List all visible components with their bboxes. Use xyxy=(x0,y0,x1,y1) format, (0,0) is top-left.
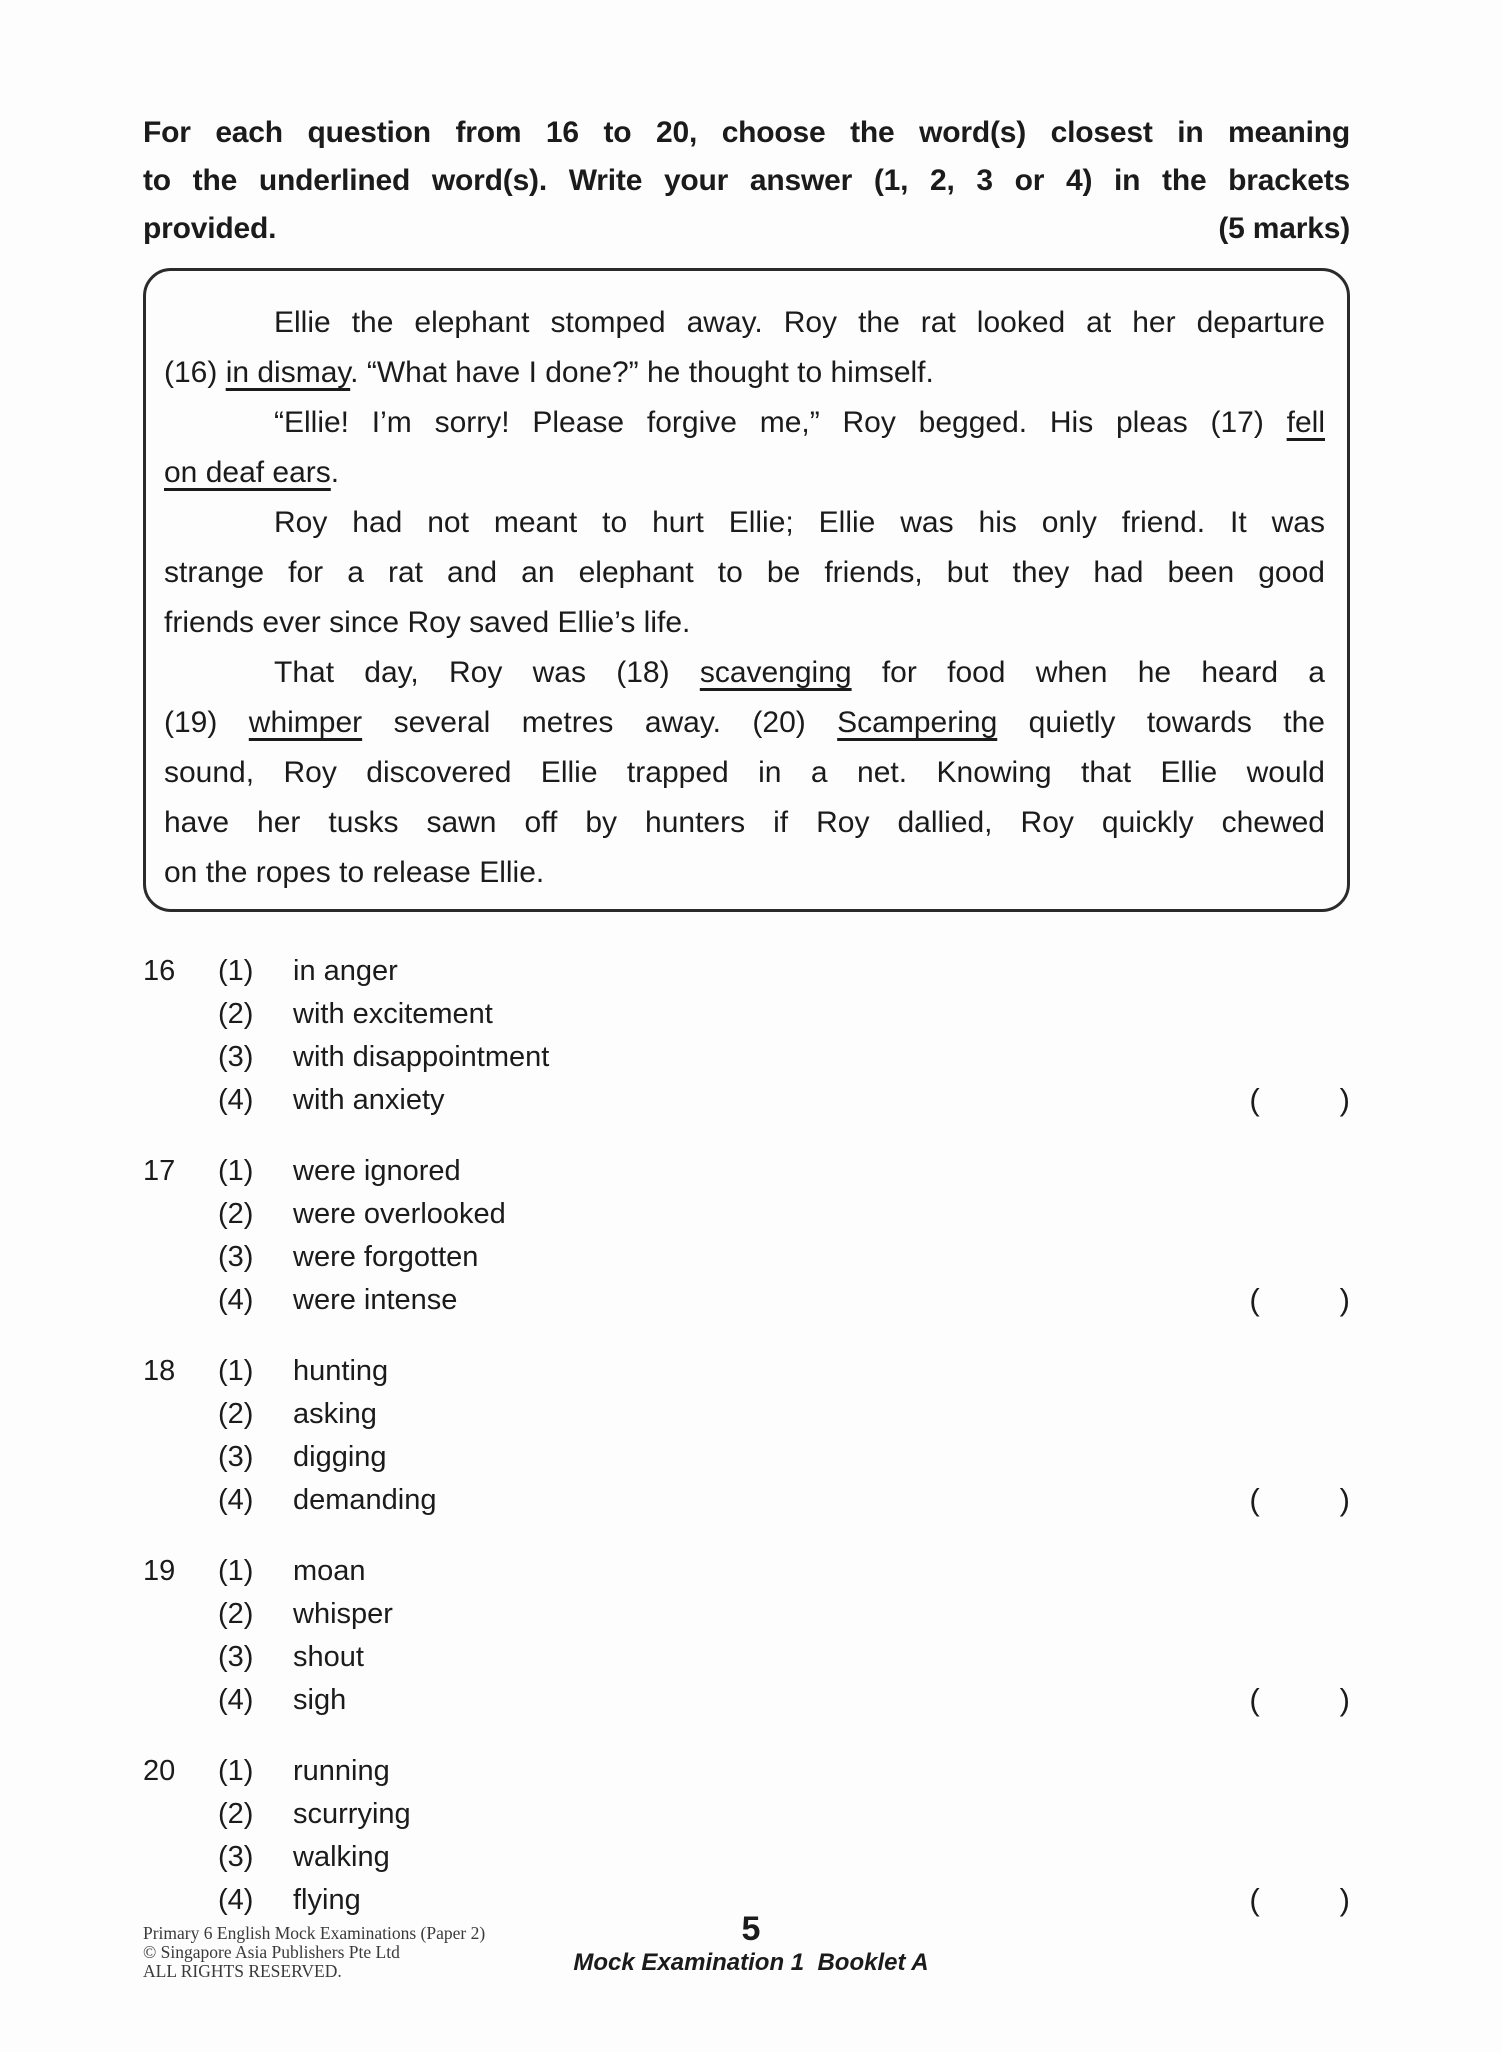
question-number: 17 xyxy=(143,1155,176,1187)
imprint-line-1: Primary 6 English Mock Examinations (Paper 2) xyxy=(143,1923,486,1943)
option-marker: (1) xyxy=(218,1755,254,1787)
underlined-word: in dismay xyxy=(225,356,351,389)
options-list xyxy=(218,950,1350,1122)
passage-text: That day, Roy was (18) xyxy=(274,656,700,689)
underlined-word: scavenging xyxy=(699,656,852,689)
option-label: flying xyxy=(293,1884,361,1916)
option-row xyxy=(218,1479,1350,1522)
option-label: hunting xyxy=(293,1355,389,1387)
option-marker: (2) xyxy=(218,998,254,1030)
bracket-open: ( xyxy=(1249,1082,1260,1117)
passage-text: friends ever since Roy saved Ellie’s life. xyxy=(164,606,691,639)
underlined-word: Scampering xyxy=(837,706,998,739)
passage-line xyxy=(164,348,1325,398)
question-18 xyxy=(143,1350,1350,1522)
option-row xyxy=(218,1350,1350,1393)
option-label: sigh xyxy=(293,1684,347,1716)
imprint-line-2: © Singapore Asia Publishers Pte Ltd xyxy=(143,1942,400,1962)
passage-line xyxy=(164,548,1325,598)
answer-brackets-17[interactable] xyxy=(1249,1282,1350,1318)
option-label: with excitement xyxy=(293,998,493,1030)
passage-text: Roy had not meant to hurt Ellie; Ellie was his only friend. It was xyxy=(274,506,1325,539)
bracket-close: ) xyxy=(1339,1882,1350,1917)
option-row xyxy=(218,1679,1350,1722)
option-marker: (3) xyxy=(218,1441,254,1473)
passage-text: “Ellie! I’m sorry! Please forgive me,” Roy begged. His pleas (17) xyxy=(274,406,1287,439)
bracket-close: ) xyxy=(1339,1082,1350,1117)
option-label: shout xyxy=(293,1641,364,1673)
option-row xyxy=(218,1193,1350,1236)
booklet-label: Mock Examination 1 Booklet A xyxy=(573,1949,929,1976)
instruction-line-1: For each question from 16 to 20, choose the word(s) closest in meaning xyxy=(143,116,1350,149)
passage-text: strange for a rat and an elephant to be friends, but they had been good xyxy=(164,556,1325,589)
question-number: 19 xyxy=(143,1555,176,1587)
option-label: were forgotten xyxy=(293,1241,479,1273)
passage-text: . xyxy=(330,456,340,489)
passage-line xyxy=(164,798,1325,848)
imprint-line-3: ALL RIGHTS RESERVED. xyxy=(143,1961,342,1981)
option-marker: (1) xyxy=(218,1355,254,1387)
answer-brackets-19[interactable] xyxy=(1249,1682,1350,1718)
question-number: 16 xyxy=(143,955,176,987)
option-marker: (3) xyxy=(218,1641,254,1673)
option-marker: (2) xyxy=(218,1798,254,1830)
page-number: 5 xyxy=(741,1910,761,1948)
option-label: were overlooked xyxy=(293,1198,506,1230)
question-19 xyxy=(143,1550,1350,1722)
option-marker: (3) xyxy=(218,1841,254,1873)
footer-center xyxy=(0,1911,1502,1977)
option-row xyxy=(218,1836,1350,1879)
bracket-open: ( xyxy=(1249,1482,1260,1517)
passage-text: Ellie the elephant stomped away. Roy the rat looked at her departure xyxy=(274,306,1325,339)
instruction-line-2: to the underlined word(s). Write your answer (1, 2, 3 or 4) in the brackets xyxy=(143,164,1350,197)
passage-text: quietly towards the xyxy=(997,706,1325,739)
passage-line xyxy=(164,398,1325,448)
question-17 xyxy=(143,1150,1350,1322)
option-marker: (4) xyxy=(218,1884,254,1916)
option-row xyxy=(218,1079,1350,1122)
option-label: asking xyxy=(293,1398,377,1430)
passage-line xyxy=(164,648,1325,698)
option-row xyxy=(218,1793,1350,1836)
passage-line xyxy=(164,498,1325,548)
underlined-word: fell xyxy=(1286,406,1325,439)
option-marker: (1) xyxy=(218,1555,254,1587)
bracket-close: ) xyxy=(1339,1482,1350,1517)
option-row xyxy=(218,1393,1350,1436)
option-marker: (1) xyxy=(218,955,254,987)
bracket-open: ( xyxy=(1249,1282,1260,1317)
option-marker: (2) xyxy=(218,1398,254,1430)
options-list xyxy=(218,1350,1350,1522)
option-label: with disappointment xyxy=(293,1041,550,1073)
passage-text: . “What have I done?” he thought to himself. xyxy=(350,356,934,389)
option-label: whisper xyxy=(293,1598,393,1630)
option-label: demanding xyxy=(293,1484,437,1516)
options-list xyxy=(218,1150,1350,1322)
option-label: walking xyxy=(293,1841,390,1873)
option-label: were ignored xyxy=(293,1155,461,1187)
option-label: digging xyxy=(293,1441,387,1473)
instruction xyxy=(143,109,1350,253)
option-row xyxy=(218,1236,1350,1279)
underlined-word: whimper xyxy=(248,706,363,739)
bracket-close: ) xyxy=(1339,1682,1350,1717)
option-marker: (3) xyxy=(218,1041,254,1073)
option-row xyxy=(218,1750,1350,1793)
option-row xyxy=(218,1593,1350,1636)
answer-brackets-18[interactable] xyxy=(1249,1482,1350,1518)
option-marker: (4) xyxy=(218,1484,254,1516)
option-label: scurrying xyxy=(293,1798,411,1830)
option-marker: (4) xyxy=(218,1084,254,1116)
option-row xyxy=(218,1279,1350,1322)
option-marker: (1) xyxy=(218,1155,254,1187)
option-row xyxy=(218,950,1350,993)
bracket-open: ( xyxy=(1249,1882,1260,1917)
passage-line xyxy=(164,448,1325,498)
marks-label: (5 marks) xyxy=(1218,212,1350,245)
option-label: in anger xyxy=(293,955,398,987)
passage-text: several metres away. (20) xyxy=(362,706,838,739)
questions-section xyxy=(143,950,1350,1922)
passage-text: for food when he heard a xyxy=(851,656,1325,689)
option-label: running xyxy=(293,1755,390,1787)
option-row xyxy=(218,1550,1350,1593)
page-content xyxy=(143,109,1350,1950)
option-marker: (2) xyxy=(218,1598,254,1630)
underlined-word: on deaf ears xyxy=(164,456,331,489)
passage-box xyxy=(143,268,1350,912)
question-20 xyxy=(143,1750,1350,1922)
passage-text: (16) xyxy=(164,356,226,389)
options-list xyxy=(218,1750,1350,1922)
passage-line xyxy=(164,298,1325,348)
option-row xyxy=(218,1036,1350,1079)
passage-text: on the ropes to release Ellie. xyxy=(164,856,545,889)
bracket-close: ) xyxy=(1339,1282,1350,1317)
passage-line xyxy=(164,748,1325,798)
passage xyxy=(164,298,1325,898)
instruction-line-3: provided. xyxy=(143,212,277,245)
passage-line xyxy=(164,598,1325,648)
answer-brackets-16[interactable] xyxy=(1249,1082,1350,1118)
passage-text: have her tusks sawn off by hunters if Roy dallied, Roy quickly chewed xyxy=(164,806,1325,839)
option-marker: (2) xyxy=(218,1198,254,1230)
option-row xyxy=(218,993,1350,1036)
option-row xyxy=(218,1150,1350,1193)
options-list xyxy=(218,1550,1350,1722)
option-label: moan xyxy=(293,1555,366,1587)
option-label: were intense xyxy=(293,1284,458,1316)
passage-line xyxy=(164,698,1325,748)
bracket-open: ( xyxy=(1249,1682,1260,1717)
option-marker: (4) xyxy=(218,1284,254,1316)
question-16 xyxy=(143,950,1350,1122)
passage-text: sound, Roy discovered Ellie trapped in a net. Knowing that Ellie would xyxy=(164,756,1325,789)
passage-line xyxy=(164,848,1325,898)
question-number: 18 xyxy=(143,1355,176,1387)
option-label: with anxiety xyxy=(293,1084,445,1116)
question-number: 20 xyxy=(143,1755,176,1787)
option-row xyxy=(218,1436,1350,1479)
passage-text: (19) xyxy=(164,706,249,739)
option-row xyxy=(218,1636,1350,1679)
option-marker: (3) xyxy=(218,1241,254,1273)
option-marker: (4) xyxy=(218,1684,254,1716)
